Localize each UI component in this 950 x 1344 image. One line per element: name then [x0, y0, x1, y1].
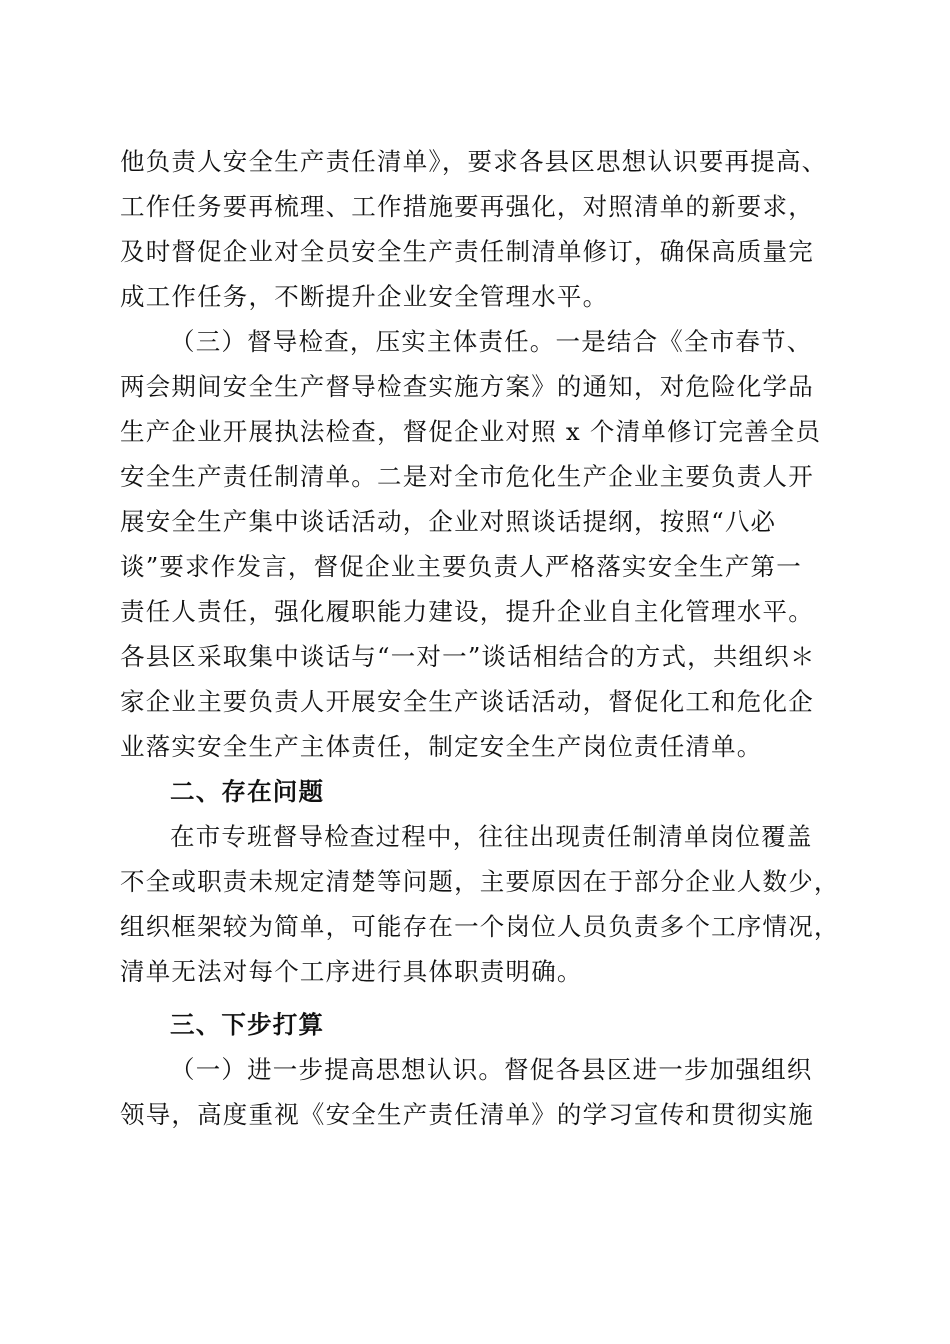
- text-line: 各县区采取集中谈话与“一对一”谈话相结合的方式，共组织＊: [120, 642, 816, 671]
- text-line: 家企业主要负责人开展安全生产谈话活动，督促化工和危化企: [120, 687, 814, 716]
- text-line: （一）进一步提高思想认识。督促各县区进一步加强组织: [170, 1055, 813, 1084]
- text-line: 安全生产责任制清单。二是对全市危化生产企业主要负责人开: [120, 462, 814, 491]
- text-line: 两会期间安全生产督导检查实施方案》的通知，对危险化学品: [120, 372, 814, 401]
- paragraph-next-steps: [120, 1047, 832, 1137]
- text-line: 不全或职责未规定清楚等问题，主要原因在于部分企业人数少，: [120, 867, 840, 896]
- text-line: 领导，高度重视《安全生产责任清单》的学习宣传和贯彻实施: [120, 1100, 814, 1129]
- text-line: 责任人责任，强化履职能力建设，提升企业自主化管理水平。: [120, 597, 814, 626]
- paragraph-supervision: [120, 319, 832, 769]
- text-line: 工作任务要再梳理、工作措施要再强化，对照清单的新要求，: [120, 192, 814, 221]
- section-heading-next-steps: 三、下步打算: [170, 1010, 325, 1039]
- document-page: [120, 139, 840, 1137]
- text-line: 组织框架较为简单，可能存在一个岗位人员负责多个工序情况，: [120, 912, 840, 941]
- text-line: 业落实安全生产主体责任，制定安全生产岗位责任清单。: [120, 732, 763, 761]
- text-line: 谈”要求作发言，督促企业主要负责人严格落实安全生产第一: [120, 552, 802, 581]
- paragraph-continuation: [120, 139, 832, 319]
- text-line: 展安全生产集中谈话活动，企业对照谈话提纲，按照“八必: [120, 507, 777, 536]
- spacer: [120, 994, 832, 1002]
- section-heading-problems: 二、存在问题: [170, 777, 325, 806]
- text-line: 清单无法对每个工序进行具体职责明确。: [120, 957, 583, 986]
- paragraph-problems: [120, 814, 840, 994]
- text-line: 他负责人安全生产责任清单》，要求各县区思想认识要再提高、: [120, 147, 828, 176]
- text-line: 生产企业开展执法检查，督促企业对照 x 个清单修订完善全员: [120, 417, 822, 446]
- text-line: 在市专班督导检查过程中，往往出现责任制清单岗位覆盖: [170, 822, 813, 851]
- text-line: 成工作任务，不断提升企业安全管理水平。: [120, 282, 609, 311]
- text-line: （三）督导检查，压实主体责任。一是结合《全市春节、: [170, 327, 813, 356]
- text-line: 及时督促企业对全员安全生产责任制清单修订，确保高质量完: [120, 237, 814, 266]
